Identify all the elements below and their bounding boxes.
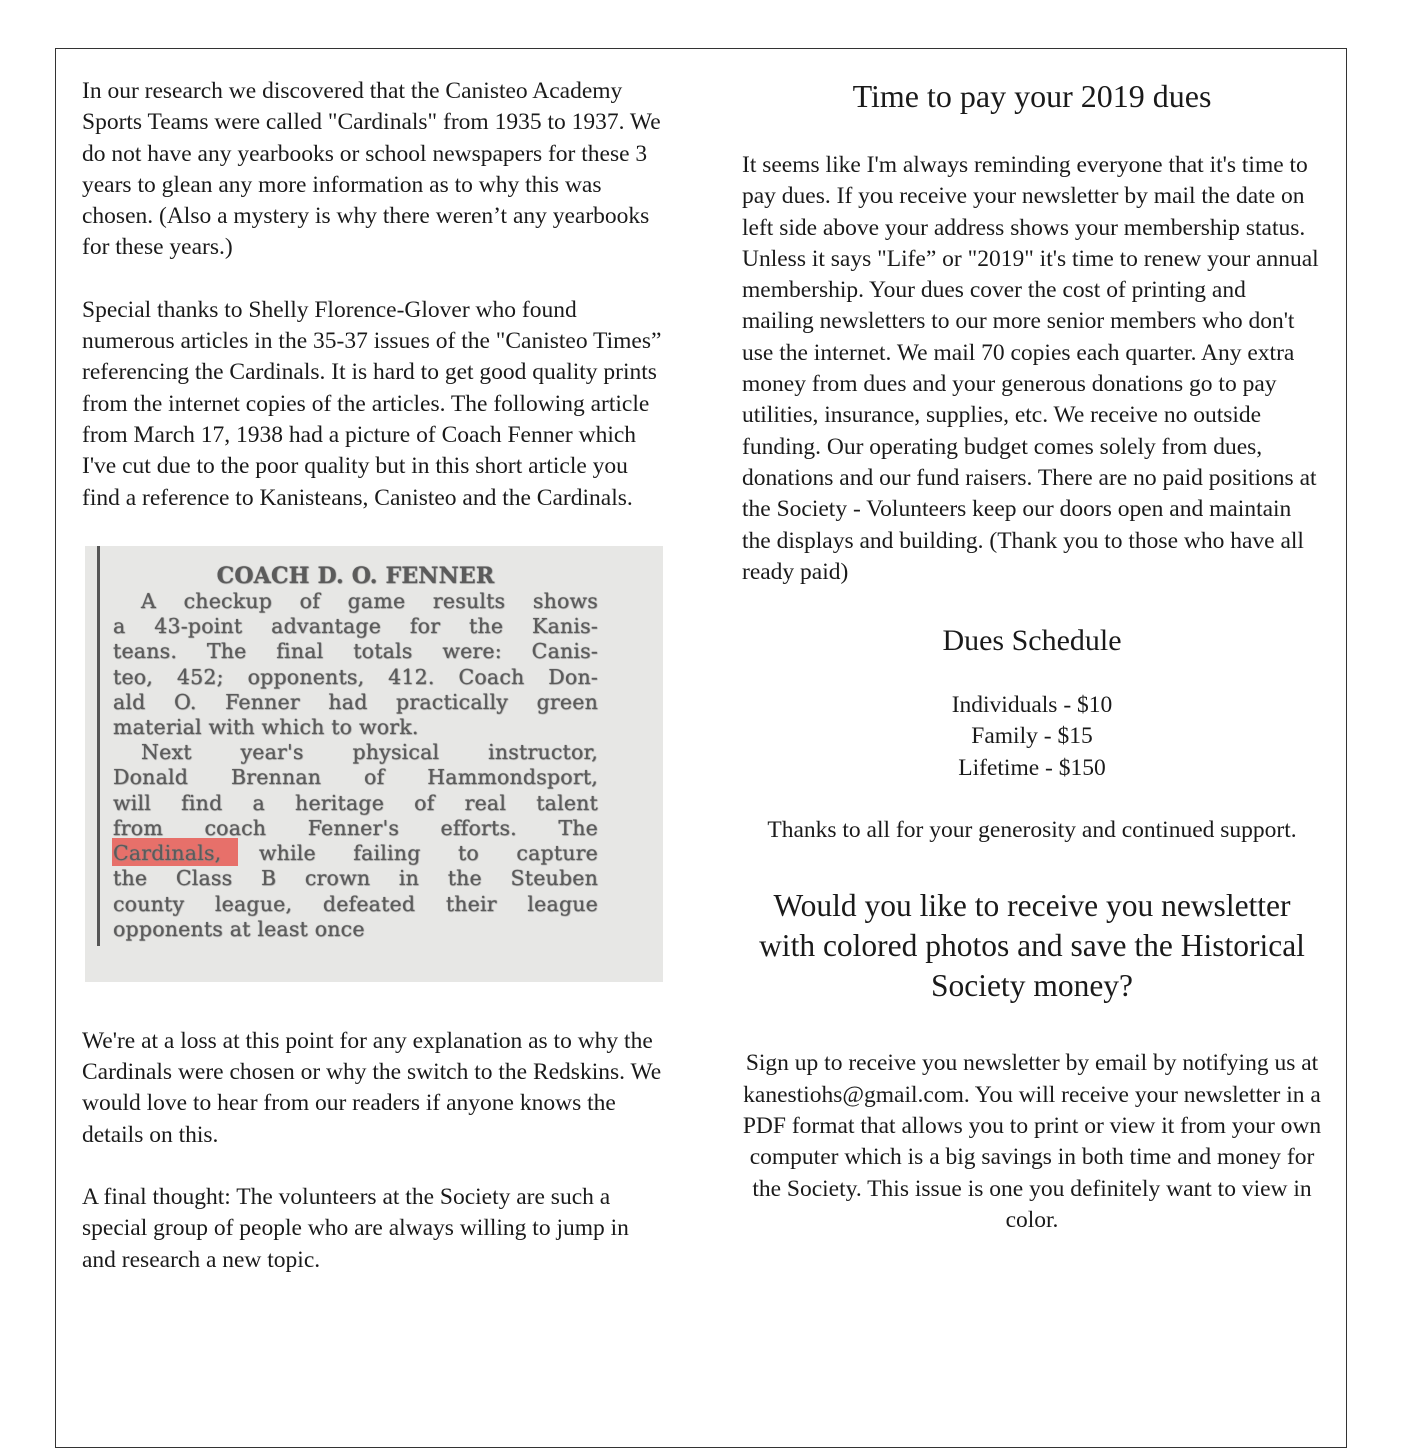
intro-paragraph: In our research we discovered that the Canisteo Academy Sports Teams were called "Cardinals" from 1935 to 1937. We do not have any yearbooks or school newspapers for these 3 years to glean any more information as to why this was chosen. (Also a mystery is why there weren’t any yearbooks for these years.) bbox=[82, 78, 661, 261]
clipping-column-rule bbox=[97, 546, 100, 946]
clipping-line: material with which to work. bbox=[113, 715, 419, 740]
clipping-line: teo, 452; opponents, 412. Coach Don- bbox=[113, 664, 598, 689]
left-column bbox=[82, 76, 667, 1276]
clipping-line: county league, defeated their league bbox=[113, 891, 598, 916]
clipping-title: COACH D. O. FENNER bbox=[216, 562, 495, 589]
thanks-paragraph: Special thanks to Shelly Florence-Glover who found numerous articles in the 35-37 issues of the "Canisteo Times” referencing the Cardinals. It is hard to get good quality prints from the internet copies of the articles. The following article from March 17, 1938 had a picture of Coach Fenner which I've cut due to the poor quality but in this short article you find a reference to Kanisteans, Canisteo and the Cardinals. bbox=[82, 296, 662, 511]
schedule-item-individuals: Individuals - $10 bbox=[951, 692, 1113, 719]
dues-heading: Time to pay your 2019 dues bbox=[852, 78, 1212, 114]
email-newsletter-heading: Would you like to receive you newsletter with colored photos and save the Historical Society money? bbox=[759, 888, 1305, 1004]
clipping-line: from coach Fenner's efforts. The bbox=[113, 815, 598, 840]
clipping-line: teans. The final totals were: Canis- bbox=[113, 639, 598, 664]
clipping-line: ald O. Fenner had practically green bbox=[113, 689, 598, 714]
schedule-item-lifetime: Lifetime - $150 bbox=[958, 754, 1106, 781]
clipping-line: opponents at least once bbox=[113, 916, 365, 941]
clipping-line: a 43-point advantage for the Kanis- bbox=[113, 614, 598, 639]
clipping-line: will find a heritage of real talent bbox=[113, 790, 598, 815]
dues-schedule-list bbox=[742, 690, 1322, 784]
clipping-line: Next year's physical instructor, bbox=[141, 740, 598, 765]
schedule-item-family: Family - $15 bbox=[971, 723, 1093, 750]
dues-paragraph: It seems like I'm always reminding everyone that it's time to pay dues. If you receive your newsletter by mail the date on left side above your address shows your membership status. Unless it says "Life” or "2019" it's time to renew your annual membership. Your dues cover the cost of printing and mailing newsletters to our more senior members who don't use the internet. We mail 70 copies each quarter. Any extra money from dues and your generous donations go to pay utilities, insurance, supplies, etc. We receive no outside funding. Our operating budget comes solely from dues, donations and our fund raisers. There are no paid positions at the Society - Volunteers keep our doors open and maintain the displays and building. (Thank you to those who have all ready paid) bbox=[742, 152, 1319, 585]
clipping-line: Donald Brennan of Hammondsport, bbox=[113, 765, 598, 790]
clipping-line: the Class B crown in the Steuben bbox=[113, 866, 598, 891]
email-signup-paragraph: Sign up to receive you newsletter by email by notifying us at kanestiohs@gmail.com. You will receive your newsletter in a PDF format that allows you to print or view it from your own computer which is a big savings in both time and money for the Society. This issue is one you definitely want to view in color. bbox=[742, 1050, 1322, 1233]
newspaper-clipping-image bbox=[85, 546, 663, 982]
final-thought-paragraph: A final thought: The volunteers at the Society are such a special group of people who are always willing to jump in and research a new topic. bbox=[82, 1184, 629, 1273]
clipping-text bbox=[113, 564, 598, 942]
loss-paragraph: We're at a loss at this point for any explanation as to why the Cardinals were chosen or why the switch to the Redskins. We would love to hear from our readers if anyone knows the details on this. bbox=[82, 1027, 662, 1148]
thanks-note: Thanks to all for your generosity and continued support. bbox=[767, 817, 1297, 844]
dues-schedule-heading: Dues Schedule bbox=[942, 624, 1122, 658]
clipping-line: Cardinals, while failing to capture bbox=[113, 841, 598, 866]
right-column bbox=[742, 76, 1322, 1236]
clipping-line: A checkup of game results shows bbox=[141, 589, 598, 614]
